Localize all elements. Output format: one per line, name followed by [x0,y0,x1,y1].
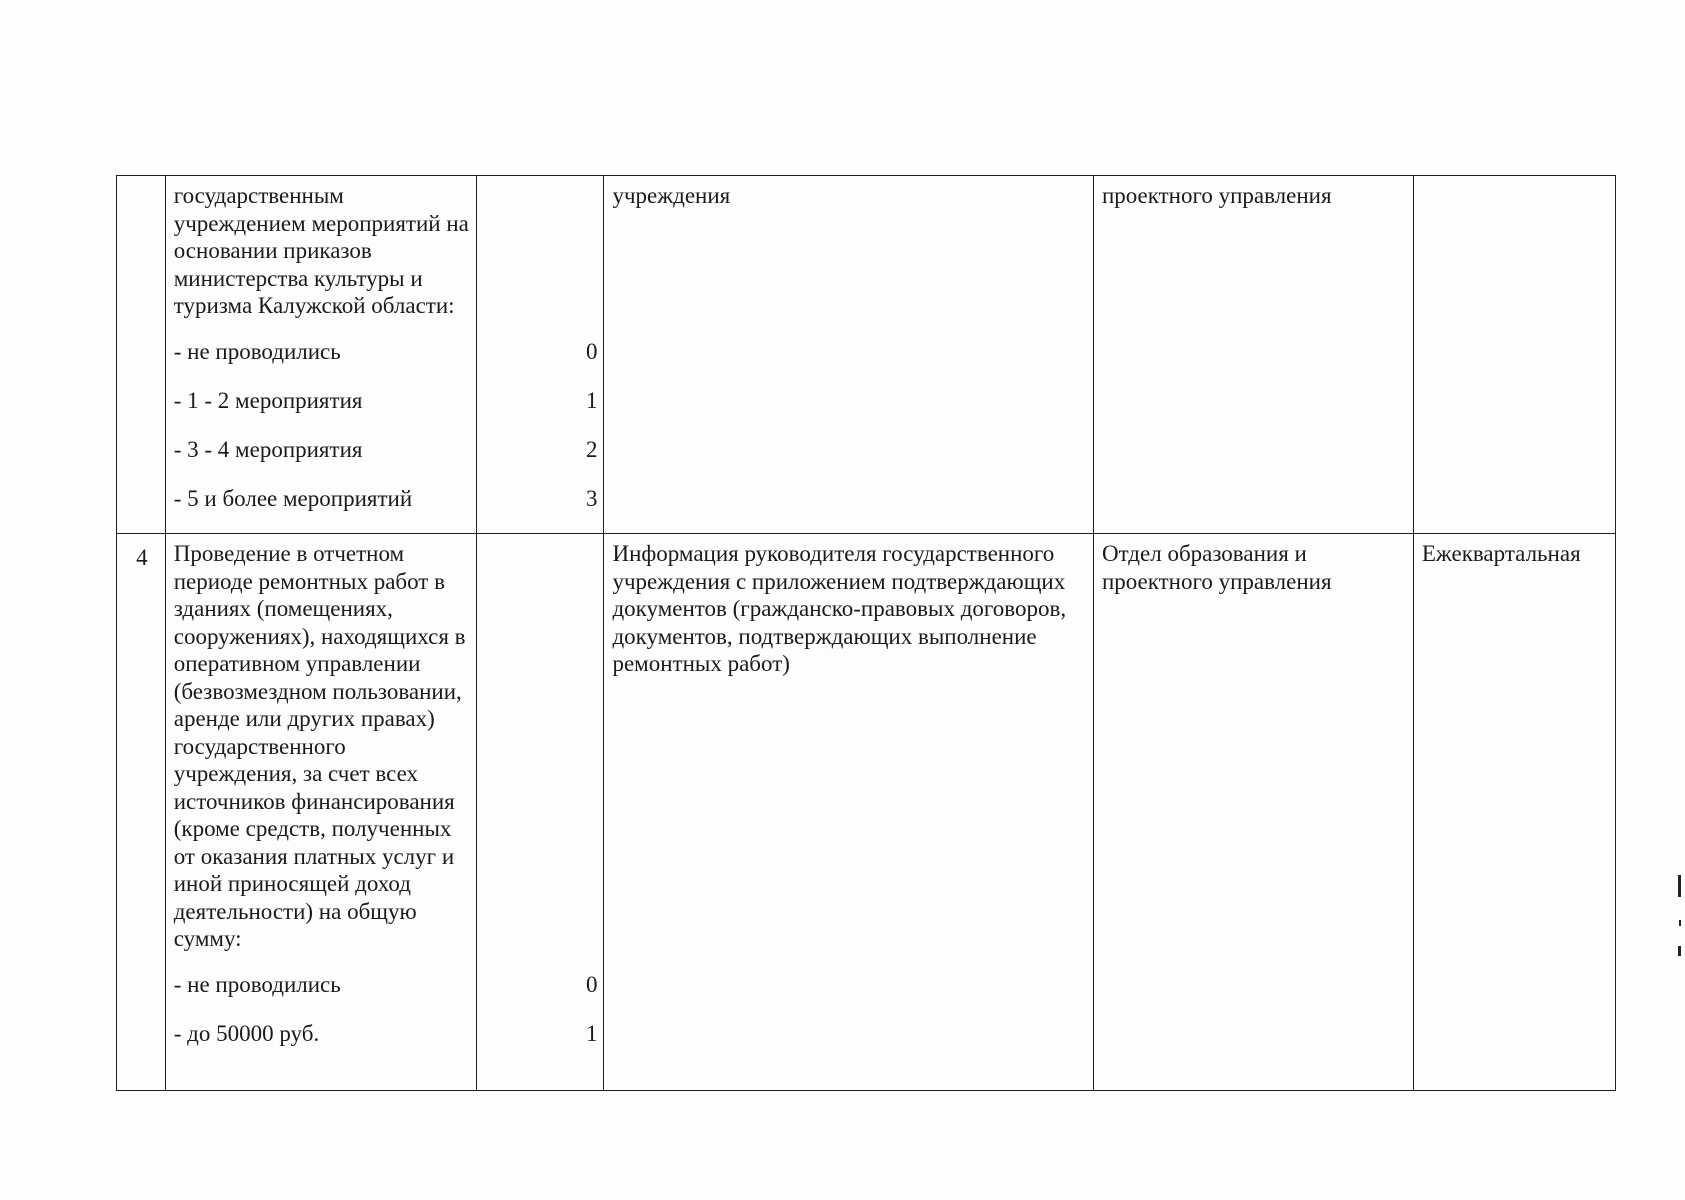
indicator-cell [165,534,476,1091]
source-cell: Информация руководителя государственного учреждения с приложением подтверждающих документов (гражданско-правовых договоров, документов, подтверждающих выполнение ремонтных работ) [604,534,1094,1091]
option-label: - не проводились [173,972,341,998]
score-value: 0 [585,972,598,997]
score-cell [476,534,604,1091]
scan-artifact [1678,946,1681,956]
option-label: - не проводились [173,339,341,365]
indicator-cell [165,176,476,534]
score-list [485,960,598,1058]
frequency-cell: Ежеквартальная [1413,534,1615,1091]
option-row [174,377,470,426]
option-label: - 1 - 2 мероприятия [173,388,363,414]
score-value: 1 [585,1021,598,1046]
option-label: - до 50000 руб. [173,1021,320,1047]
score-list [485,327,598,523]
table-row [117,534,1616,1091]
option-row [174,426,470,475]
row-number [117,176,166,534]
indicator-text: Проведение в отчетном периоде ремонтных работ в зданиях (помещениях, сооружениях), находящихся в оперативном управлении (безвозмездном пользовании, аренде или других правах) государственного учреждения, за счет всех источников финансирования (кроме средств, полученных от оказания платных услуг и иной приносящей доход деятельности) на общую сумму: [173,541,466,951]
scan-artifact [1678,875,1681,897]
scan-artifact [1679,920,1681,926]
option-row [174,328,470,377]
score-value: 3 [585,486,598,511]
responsible-cell: Отдел образования и проектного управления [1093,534,1413,1091]
table-row [117,176,1616,534]
score-value: 1 [585,388,598,413]
option-label: - 3 - 4 мероприятия [173,437,363,463]
frequency-cell [1413,176,1615,534]
responsible-cell: проектного управления [1093,176,1413,534]
option-row [174,475,470,524]
score-value: 2 [585,437,598,462]
row-number: 4 [117,534,166,1091]
score-cell [476,176,604,534]
source-cell: учреждения [604,176,1094,534]
score-value: 0 [585,339,598,364]
option-row [174,961,470,1010]
option-row [174,1010,470,1059]
criteria-table [116,175,1616,1091]
option-label: - 5 и более мероприятий [173,486,413,512]
indicator-text: государственным учреждением мероприятий на основании приказов министерства культуры и туризма Калужской области: [173,183,469,318]
